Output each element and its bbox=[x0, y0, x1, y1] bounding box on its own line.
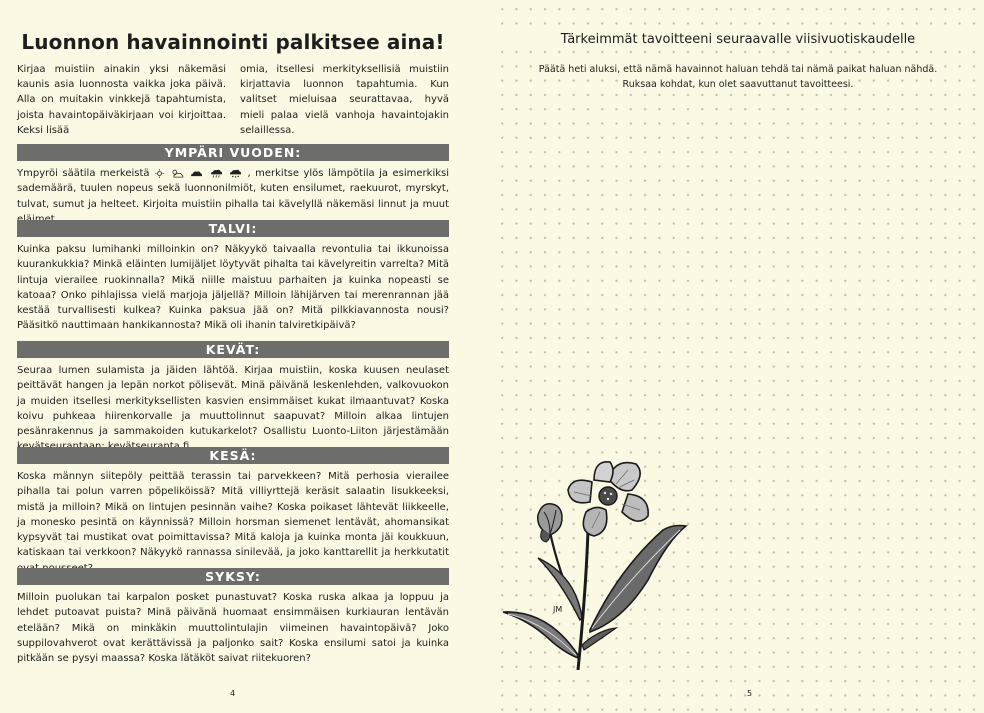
page-number-left: 4 bbox=[230, 689, 236, 698]
section-heading-autumn: SYKSY: bbox=[17, 568, 449, 585]
section-heading-summer: KESÄ: bbox=[17, 447, 449, 464]
goals-instruction-line-1: Päätä heti aluksi, että nämä havainnot haluan tehdä tai nämä paikat haluan nähdä. bbox=[538, 64, 938, 75]
goals-title: Tärkeimmät tavoitteeni seuraavalle viisivuotiskaudelle bbox=[492, 32, 984, 47]
intro-column-1: Kirjaa muistiin ainakin yksi näkemäsi kaunis asia luonnosta vaikka joka päivä. Alla on muitakin vinkkejä tapahtumista, joista havaintopäiväkirjaan voi kirjoittaa. Keksi lisää bbox=[17, 64, 226, 136]
section-text-autumn: Milloin puolukan tai karpalon posket punastuvat? Koska ruska alkaa ja loppuu ja lehdet putoavat puista? Minä päivänä huomaat ensimmäisen kurkiauran lentävän etelään? Mikä on minkäkin muuttolintulajin viimeinen havaintopäivä? Joko suppilovahverot ovat kerättävissä ja paljonko sait? Koska ensilumi satoi ja kuinka pitkään se pysyi maassa? Koska lätäköt saivat riitekuoren? bbox=[17, 592, 449, 665]
goals-instruction-line-2: Ruksaa kohdat, kun olet saavuttanut tavoitteesi. bbox=[622, 79, 854, 90]
rain-cloud-icon bbox=[210, 169, 223, 178]
illustrator-signature: JM bbox=[553, 605, 563, 614]
weather-icons bbox=[154, 168, 247, 179]
goals-instructions bbox=[492, 62, 984, 92]
section-text-spring: Seuraa lumen sulamista ja jäiden lähtöä. Kirjaa muistiin, koska kuusen neulaset peittävät hangen ja lepän norkot pölisevät. Minä päivänä leskenlehden, valkovuokon ja muiden itsellesi merkityksellisten kasvien ensimmäiset kukat ilmaantuvat? Koska koivu puhkeaa hiirenkorvalle ja muuttolinnut saapuvat? Milloin alkaa lintujen pesänrakennus ja sammakoiden kutukarkelot? Osallistu Luonto-Liiton järjestämään bbox=[17, 365, 449, 438]
partly-cloudy-icon bbox=[171, 169, 184, 178]
year-round-intro-text: Ympyröi säätila merkeistä bbox=[17, 168, 150, 179]
year-round-text: , merkitse ylös lämpötila ja esimerkiksi sademäärä, tuulen nopeus sekä luonnonilmiöt, kuten ensilumet, raekuurot, myrskyt, tulvat, sumut ja helteet. Kirjoita muistiin pihalla tai kävelyllä näkemäsi linnut ja muut bbox=[17, 168, 450, 210]
section-heading-spring: KEVÄT: bbox=[17, 341, 449, 358]
page-title: Luonnon havainnointi palkitsee aina! bbox=[21, 30, 445, 54]
flower-illustration bbox=[498, 460, 698, 675]
cloud-icon bbox=[190, 169, 203, 177]
section-text-summer: Koska männyn siitepöly peittää terassin tai parvekkeen? Mitä perhosia vierailee pihalla tai polun varren pöpeliköissä? Mitä villiyrttejä keräsit salaatin lisukkeeksi, mistä ja milloin? Mikä on lintujen pesinnän vaihe? Koska poikaset lähtevät liikkeelle, ja monesko pesintä on käynnissä? Milloin horsman siemenet lentävät, ahomansikat kypsyvät tai mustikat ovat poimittavissa? Mitä kaloja ja kuinka monta jäi koukkuun, katiskaan tai verkkoon? Näkyykö rannassa sinilevää, ja joko kanttarellit ja herkkutatit bbox=[17, 471, 449, 559]
page-number-right: 5 bbox=[747, 689, 753, 698]
intro-column-2: omia, itsellesi merkityksellisiä muistiin kirjattavia luonnon tapahtumia. Kun valitset mieluisaa seurattavaa, hyvä mieli palaa vielä vanhoja havaintojakin selaillessa. bbox=[240, 64, 449, 136]
snow-cloud-icon bbox=[229, 169, 242, 178]
section-heading-year-round: YMPÄRI VUODEN: bbox=[17, 144, 449, 161]
intro-text bbox=[17, 62, 449, 138]
section-heading-winter: TALVI: bbox=[17, 220, 449, 237]
section-text-winter: Kuinka paksu lumihanki milloinkin on? Näkyykö taivaalla revontulia tai ikkunoissa kuurankukkia? Minkä eläinten lumijäljet löytyvät pihalta tai kävelyreitin varrelta? Mitä lintuja vierailee ruokinnalla? Mikä niille maistuu parhaiten ja kuinka nopeasti se katoaa? Onko pihlajissa vielä marjoja jäljellä? Milloin lähijärven tai merenrannan jää kestää turvallisesti kulkea? Kuinka paksua jää on? Mitä pilkkiavannosta nousi? Pääsitkö nauttimaan hankikannosta? Mikä oli ihanin talviretkipäivä? bbox=[17, 244, 449, 332]
sun-icon bbox=[155, 169, 164, 178]
section-text-year-round bbox=[17, 166, 449, 227]
